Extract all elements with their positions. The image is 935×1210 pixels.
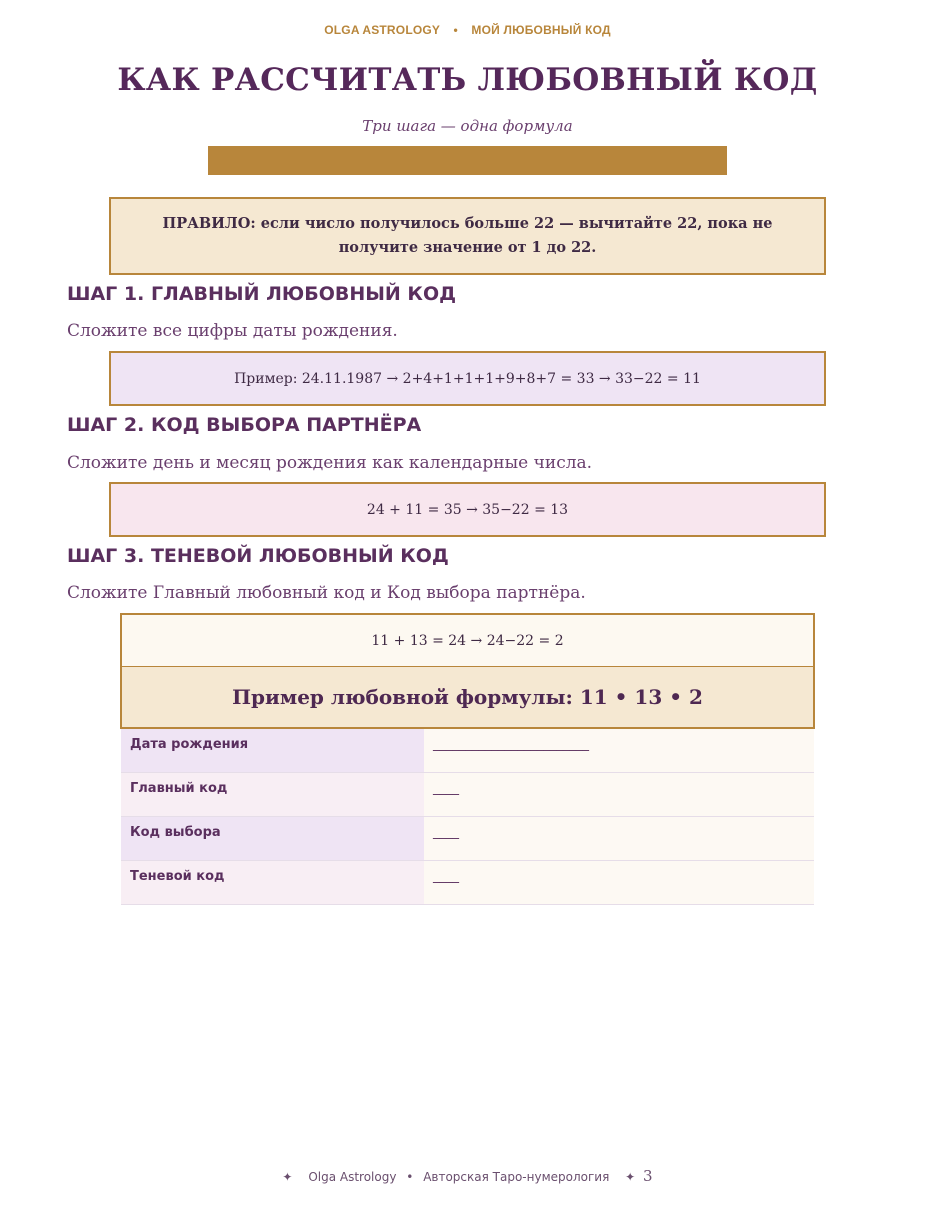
row-label: Дата рождения: [121, 729, 424, 772]
row-value-blank: ________________________: [424, 729, 814, 772]
row-label: Теневой код: [121, 861, 424, 904]
table-row: [121, 861, 814, 905]
rule-callout: [109, 197, 826, 275]
rule-text: ПРАВИЛО: если число получилось больше 22 — вычитайте 22, пока не получите значение от 1 до 22.: [162, 215, 773, 256]
step-1-heading: ШАГ 1. ГЛАВНЫЙ ЛЮБОВНЫЙ КОД: [67, 283, 457, 305]
step-3-example-box: [120, 613, 815, 668]
page-title: КАК РАССЧИТАТЬ ЛЮБОВНЫЙ КОД: [117, 62, 818, 98]
step-2-heading: ШАГ 2. КОД ВЫБОРА ПАРТНЁРА: [67, 414, 422, 436]
page-subtitle: Три шага — одна формула: [362, 117, 573, 135]
page-number: 3: [643, 1167, 653, 1185]
table-row: [121, 729, 814, 773]
step-3-example: 11 + 13 = 24 → 24−22 = 2: [371, 632, 564, 649]
star-icon: ✦: [282, 1170, 293, 1184]
header-brand: OLGA ASTROLOGY: [324, 23, 440, 37]
formula-text: Пример любовной формулы: 11 • 13 • 2: [232, 685, 703, 709]
decorative-divider-bar: [208, 146, 727, 175]
row-label: Главный код: [121, 773, 424, 816]
step-3-text: Сложите Главный любовный код и Код выбора партнёра.: [67, 583, 586, 603]
step-2-text: Сложите день и месяц рождения как календарные числа.: [67, 453, 593, 473]
fill-in-table: [121, 729, 814, 905]
running-header: [0, 23, 935, 37]
step-1-example: Пример: 24.11.1987 → 2+4+1+1+1+9+8+7 = 33 → 33−22 = 11: [234, 370, 701, 387]
table-row: [121, 773, 814, 817]
row-label: Код выбора: [121, 817, 424, 860]
step-2-example: 24 + 11 = 35 → 35−22 = 13: [366, 501, 569, 518]
page-footer: [0, 1167, 935, 1185]
row-value-blank: ____: [424, 861, 814, 904]
header-section: МОЙ ЛЮБОВНЫЙ КОД: [471, 23, 611, 37]
star-icon: ✦: [625, 1170, 636, 1184]
row-value-blank: ____: [424, 773, 814, 816]
footer-brand: Olga Astrology: [308, 1170, 397, 1184]
step-1-text: Сложите все цифры даты рождения.: [67, 321, 398, 341]
header-separator: •: [453, 23, 458, 37]
row-value-blank: ____: [424, 817, 814, 860]
footer-subtitle: Авторская Таро-нумерология: [423, 1170, 610, 1184]
step-2-example-box: [109, 482, 826, 537]
step-1-example-box: [109, 351, 826, 406]
step-3-heading: ШАГ 3. ТЕНЕВОЙ ЛЮБОВНЫЙ КОД: [67, 545, 449, 567]
table-row: [121, 817, 814, 861]
love-formula-example: [120, 667, 815, 729]
footer-dot: •: [406, 1170, 414, 1184]
